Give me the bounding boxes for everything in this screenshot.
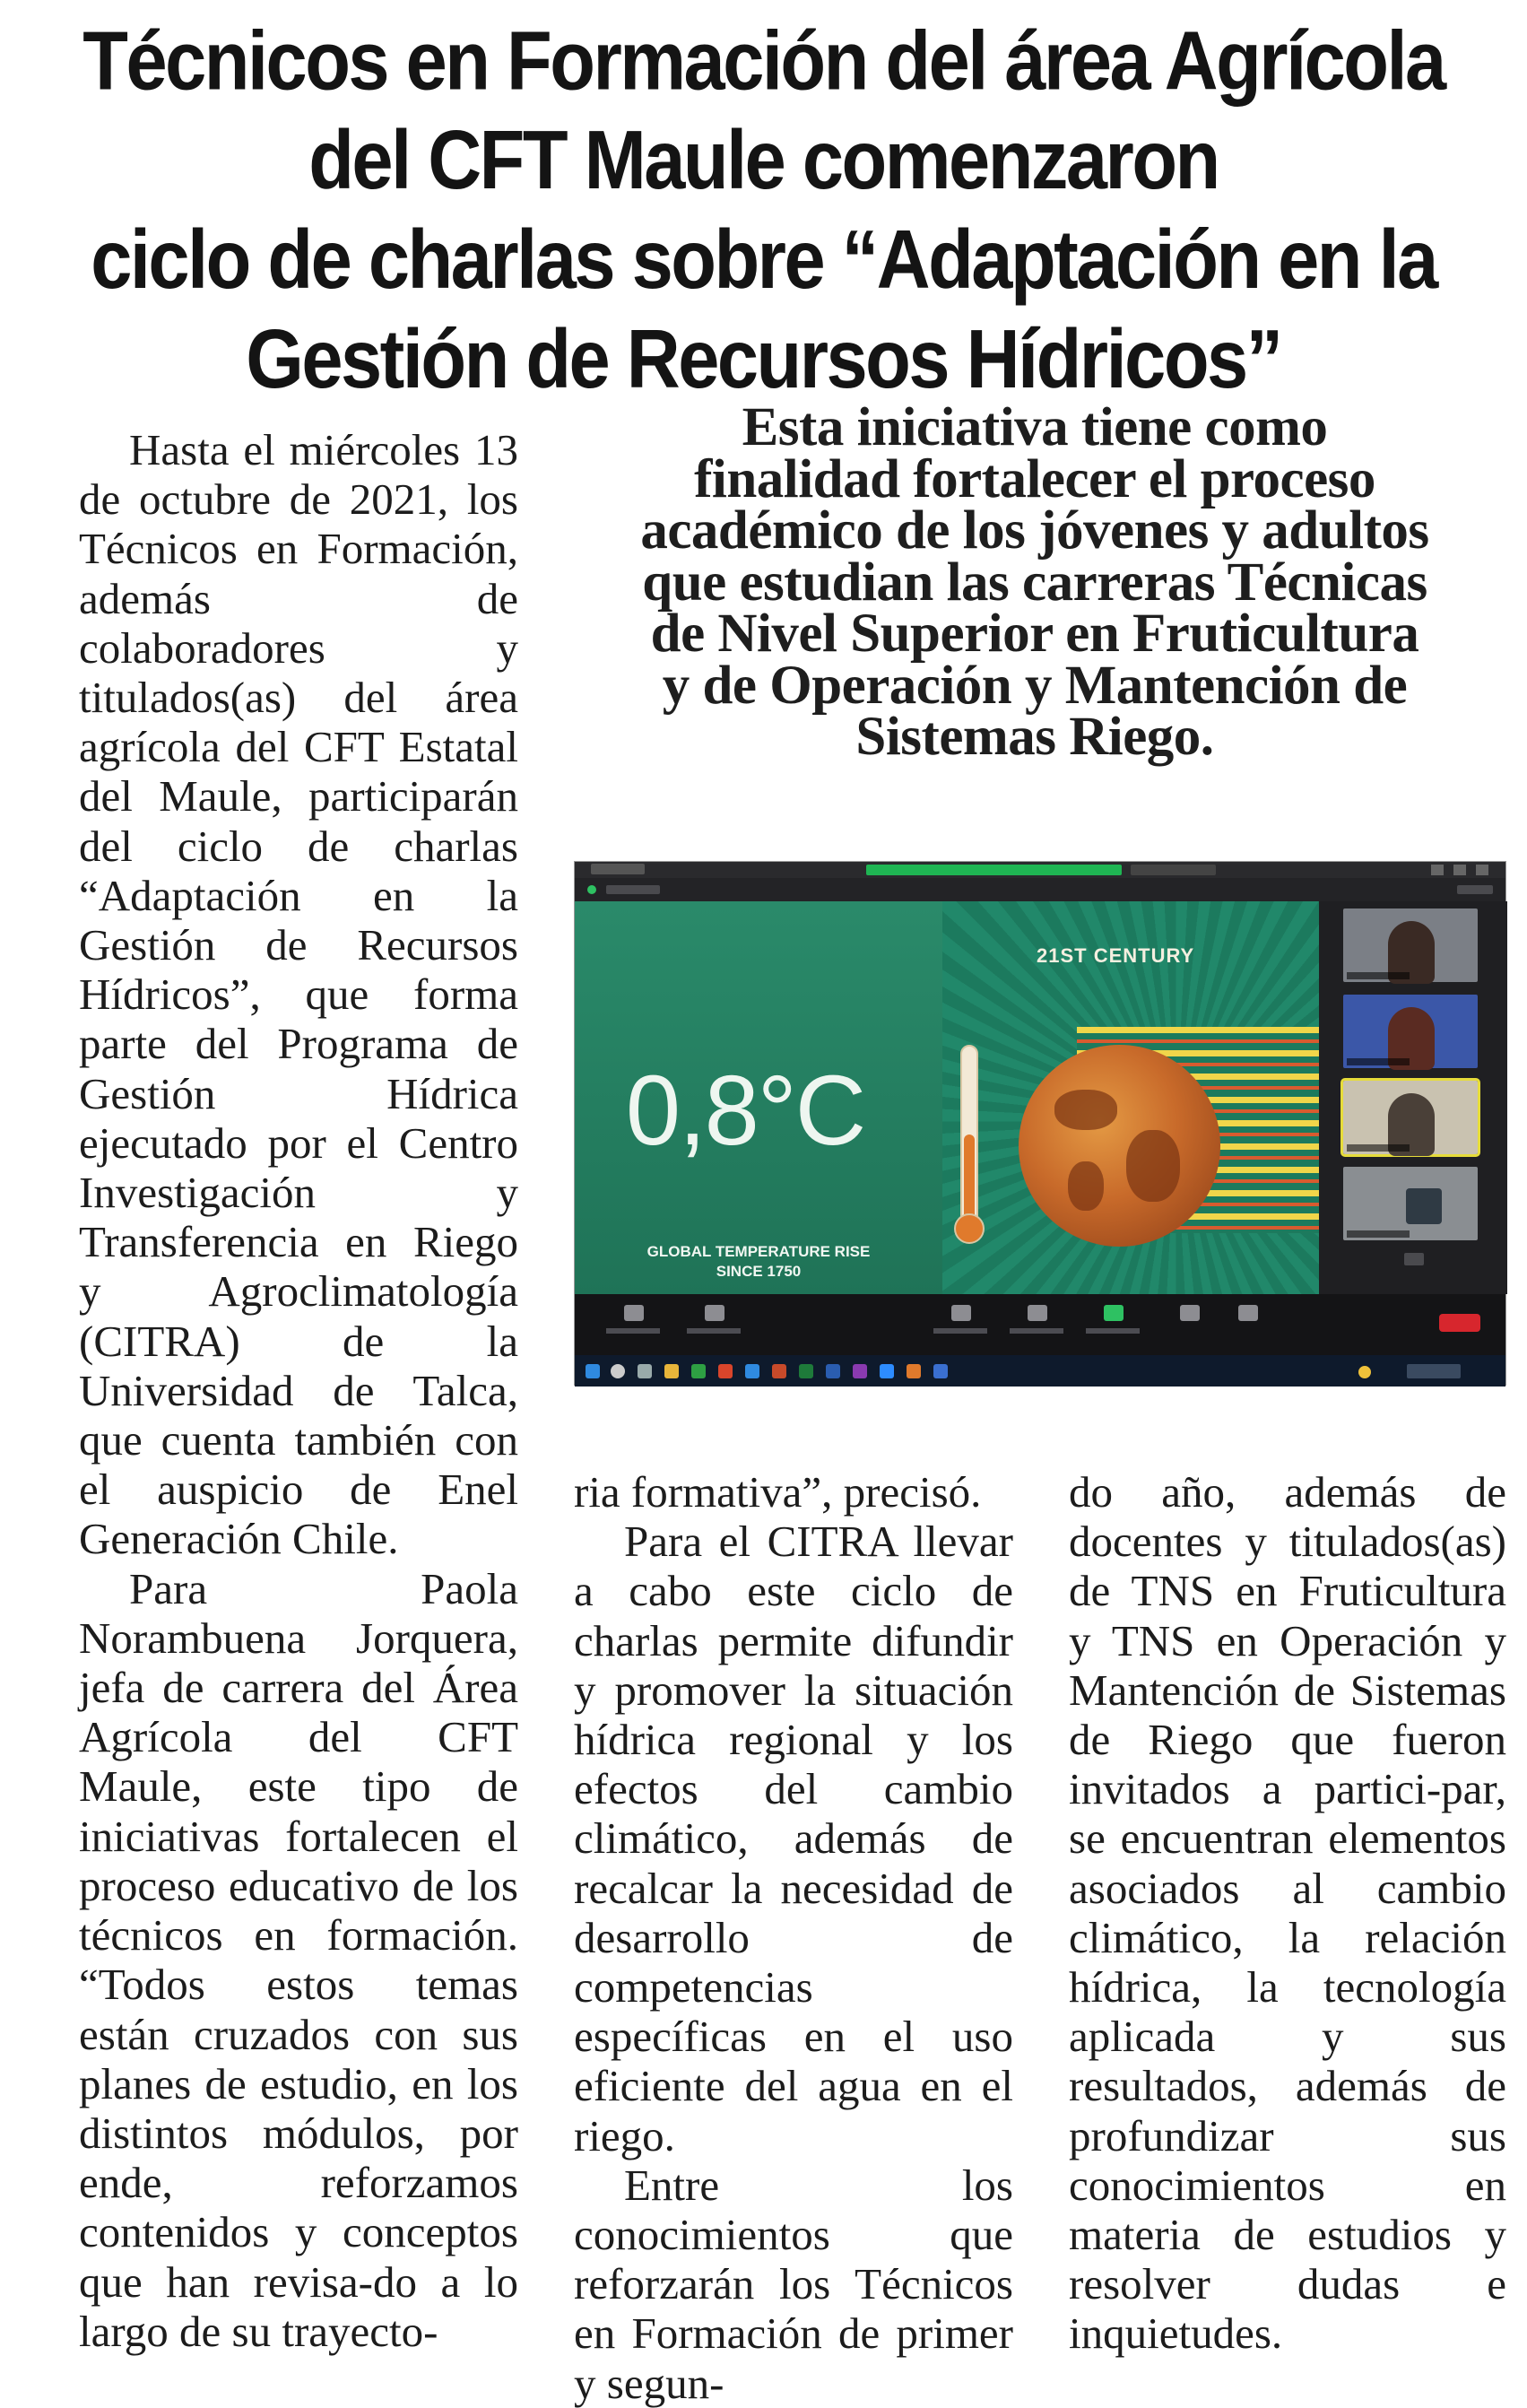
app-icon (826, 1364, 840, 1378)
landmass (1054, 1090, 1117, 1130)
view-toggle (1457, 885, 1493, 894)
weather-icon (1358, 1366, 1371, 1378)
article-column-1 (79, 425, 518, 2356)
close-icon (1476, 865, 1488, 875)
participant-avatar (1406, 1188, 1442, 1224)
video-call-photo (574, 861, 1506, 1386)
participant-tile-active (1343, 1081, 1478, 1154)
app-icon (745, 1364, 759, 1378)
control-label (606, 1328, 660, 1334)
os-taskbar (575, 1355, 1505, 1387)
search-icon (611, 1364, 625, 1378)
participant-name (1347, 1144, 1410, 1152)
pull-quote-line: que estudian las carreras Técnicas (642, 552, 1427, 613)
headline (54, 11, 1473, 409)
screen-share-banner (866, 865, 1122, 875)
globe-illustration (1019, 1045, 1220, 1247)
article-paragraph: Para Paola Norambuena Jorquera, jefa de carrera del Área Agrícola del CFT Maule, este tipo de iniciativas fortalecen el proceso educativo de los técnicos en formación. “Todos estos temas están cruzados con sus planes de estudio, en los distintos módulos, por ende, reforzamos contenidos y conceptos que han revisa-do a lo largo de su trayecto- (79, 1563, 518, 2356)
pull-quote-line: Sistemas Riego. (855, 707, 1214, 767)
meeting-controls (575, 1294, 1505, 1355)
maximize-icon (1453, 865, 1466, 875)
participant-tile (1343, 995, 1478, 1068)
landmass (1126, 1130, 1180, 1202)
temperature-value: 0,8°C (625, 1056, 865, 1166)
pull-quote-line: y de Operación y Mantención de (662, 655, 1408, 716)
app-icon (933, 1364, 948, 1378)
pull-quote-line: de Nivel Superior en Fruticultura (650, 604, 1419, 664)
clock-tray (1407, 1364, 1461, 1378)
app-icon (772, 1364, 786, 1378)
participant-gallery (1332, 901, 1507, 1294)
folder-icon (664, 1364, 679, 1378)
control-label (1010, 1328, 1063, 1334)
app-icon (691, 1364, 706, 1378)
zoom-app-icon (880, 1364, 894, 1378)
view-options (1131, 865, 1216, 875)
taskview-icon (638, 1364, 652, 1378)
control-label (687, 1328, 741, 1334)
participant-name (1347, 1058, 1410, 1065)
app-icon (853, 1364, 867, 1378)
security-shield-icon (587, 885, 596, 894)
headline-line: Gestión de Recursos Hídricos” (246, 312, 1281, 406)
article-paragraph: Para el CITRA llevar a cabo este ciclo de charlas permite difundir y promover la situación hídrica regional y los efectos del cambio climático, además de recalcar la necesidad de desarrollo de competencias específicas en el uso eficiente del agua en el riego. (574, 1517, 1013, 2160)
landmass (1068, 1161, 1104, 1211)
chevron-down-icon (1404, 1253, 1424, 1265)
end-meeting-button (1439, 1314, 1480, 1332)
participant-tile (1343, 908, 1478, 982)
camera-icon (705, 1305, 724, 1321)
window-titlebar (575, 862, 1505, 878)
thermometer-fill (964, 1134, 975, 1221)
control-label (933, 1328, 987, 1334)
century-label: 21ST CENTURY (1037, 944, 1195, 967)
headline-line: Técnicos en Formación del área Agrícola (82, 13, 1445, 108)
share-screen-icon (1104, 1305, 1124, 1321)
pull-quote (560, 397, 1509, 767)
start-icon (586, 1364, 600, 1378)
article-paragraph: ria formativa”, precisó. (574, 1467, 982, 1517)
participant-tile (1343, 1167, 1478, 1240)
pull-quote-line: académico de los jóvenes y adultos (640, 500, 1429, 561)
headline-line: del CFT Maule comenzaron (308, 113, 1219, 207)
record-icon (1180, 1305, 1200, 1321)
caption-line: SINCE 1750 (716, 1263, 802, 1280)
participant-name (1347, 1230, 1410, 1238)
article-column-3 (1069, 1467, 1506, 2359)
caption-line: GLOBAL TEMPERATURE RISE (646, 1243, 871, 1260)
participants-icon (951, 1305, 971, 1321)
minimize-icon (1431, 865, 1444, 875)
meeting-info-bar (575, 878, 1505, 901)
pull-quote-line: finalidad fortalecer el proceso (694, 448, 1375, 509)
temperature-caption (611, 1242, 907, 1282)
microphone-icon (624, 1305, 644, 1321)
control-label (1086, 1328, 1140, 1334)
meeting-label (606, 885, 660, 894)
app-title-placeholder (591, 864, 645, 874)
participant-name (1347, 972, 1410, 979)
app-icon (718, 1364, 733, 1378)
app-icon (799, 1364, 813, 1378)
article-paragraph: Hasta el miércoles 13 de octubre de 2021, los Técnicos en Formación, además de colaboradores y titulados(as) del área agrícola del CFT Estatal del Maule, participarán del ciclo de charlas “Adaptación en la Gestión de Recursos Hídricos”, que forma parte del Programa de Gestión Hídrica ejecutado por el Centro Investigación y Transferencia en Riego y Agroclimatología (CITRA) de la Universidad de Talca, que cuenta también con el auspicio de Enel Generación Chile. (79, 425, 518, 1564)
reactions-icon (1238, 1305, 1258, 1321)
article-paragraph: Entre los conocimientos que reforzarán los Técnicos en Formación de primer y segun- (574, 2160, 1013, 2408)
shared-slide (575, 901, 1319, 1294)
thermometer-bulb (954, 1213, 985, 1244)
headline-line: ciclo de charlas sobre “Adaptación en la (91, 213, 1436, 307)
article-paragraph: do año, además de docentes y titulados(as) de TNS en Fruticultura y TNS en Operación y Mantención de Sistemas de Riego que fueron invitados a partici-par, se encuentran elementos asociados al cambio climático, la relación hídrica, la tecnología aplicada y sus resultados, además de profundizar sus conocimientos en materia de estudios y resolver dudas e inquietudes. (1069, 1467, 1506, 2359)
article-column-2 (574, 1467, 1013, 2408)
pull-quote-line: Esta iniciativa tiene como (742, 397, 1328, 457)
app-icon (907, 1364, 921, 1378)
chat-icon (1028, 1305, 1047, 1321)
